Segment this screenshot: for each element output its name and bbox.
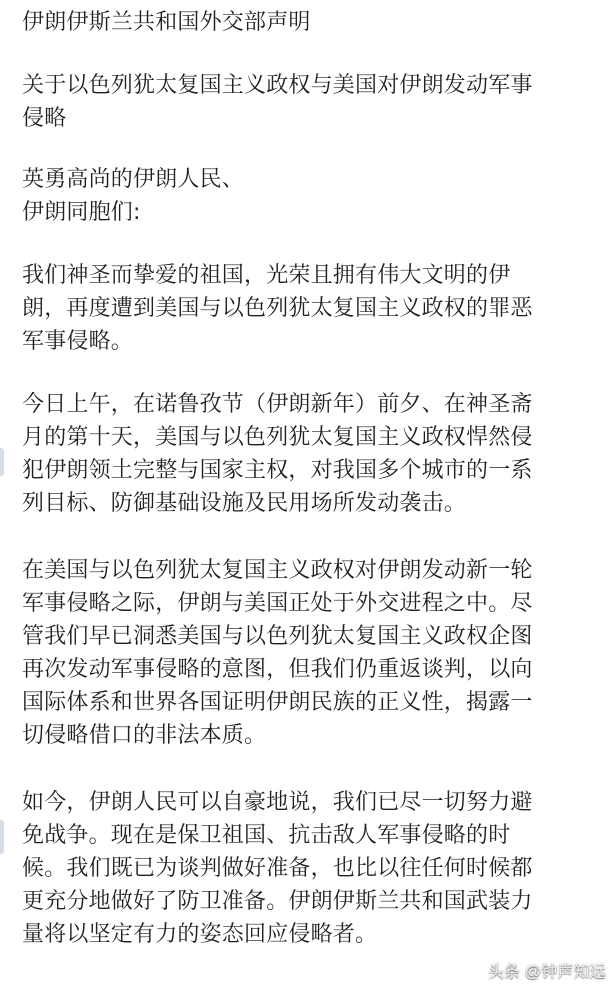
paragraph-line: 今日上午，在诺鲁孜节（伊朗新年）前夕、在神圣斋 (22, 392, 533, 417)
spacer (22, 135, 594, 163)
spacer (22, 39, 594, 69)
spacer (22, 752, 594, 786)
paragraph-line: 管我们早已洞悉美国与以色列犹太复国主义政权企图 (22, 624, 533, 649)
salutation-line-2: 伊朗同胞们: (22, 200, 141, 225)
paragraph-line: 免战争。现在是保卫祖国、抗击敌人军事侵略的时 (22, 823, 511, 848)
paragraph-line: 量将以坚定有力的姿态回应侵略者。 (22, 922, 378, 947)
paragraph-line: 切侵略借口的非法本质。 (22, 723, 267, 748)
subject-line-1: 关于以色列犹太复国主义政权与美国对伊朗发动军事 (22, 73, 533, 98)
paragraph-line: 再次发动军事侵略的意图，但我们仍重返谈判，以向 (22, 657, 533, 682)
salutation-line-1: 英勇高尚的伊朗人民、 (22, 167, 245, 192)
paragraph-line: 国际体系和世界各国证明伊朗民族的正义性，揭露一 (22, 690, 533, 715)
paragraph-line: 在美国与以色列犹太复国主义政权对伊朗发动新一轮 (22, 558, 533, 583)
paragraph-line: 我们神圣而挚爱的祖国，光荣且拥有伟大文明的伊 (22, 263, 511, 288)
paragraph-4 (22, 786, 594, 951)
spacer (22, 520, 594, 554)
spacer (22, 358, 594, 388)
paragraph-line: 犯伊朗领土完整与国家主权，对我国多个城市的一系 (22, 458, 533, 483)
paragraph-1 (22, 259, 594, 358)
paragraph-3 (22, 554, 594, 752)
subject-line-2: 侵略 (22, 106, 67, 131)
scroll-edge-marker (0, 820, 4, 854)
paragraph-line: 候。我们既已为谈判做好准备，也比以往任何时候都 (22, 856, 533, 881)
paragraph-line: 如今，伊朗人民可以自豪地说，我们已尽一切努力避 (22, 790, 533, 815)
paragraph-line: 军事侵略。 (22, 329, 134, 354)
paragraph-2 (22, 388, 594, 520)
document-title: 伊朗伊斯兰共和国外交部声明 (22, 10, 311, 35)
paragraph-line: 军事侵略之际，伊朗与美国正处于外交进程之中。尽 (22, 591, 533, 616)
watermark-text: 头条 @钟声知远 (487, 964, 606, 981)
scroll-edge-marker (0, 448, 4, 476)
paragraph-line: 更充分地做好了防卫准备。伊朗伊斯兰共和国武装力 (22, 889, 533, 914)
spacer (22, 229, 594, 259)
paragraph-line: 朗，再度遭到美国与以色列犹太复国主义政权的罪恶 (22, 296, 533, 321)
paragraph-line: 月的第十天，美国与以色列犹太复国主义政权悍然侵 (22, 425, 533, 450)
paragraph-line: 列目标、防御基础设施及民用场所发动袭击。 (22, 491, 467, 516)
